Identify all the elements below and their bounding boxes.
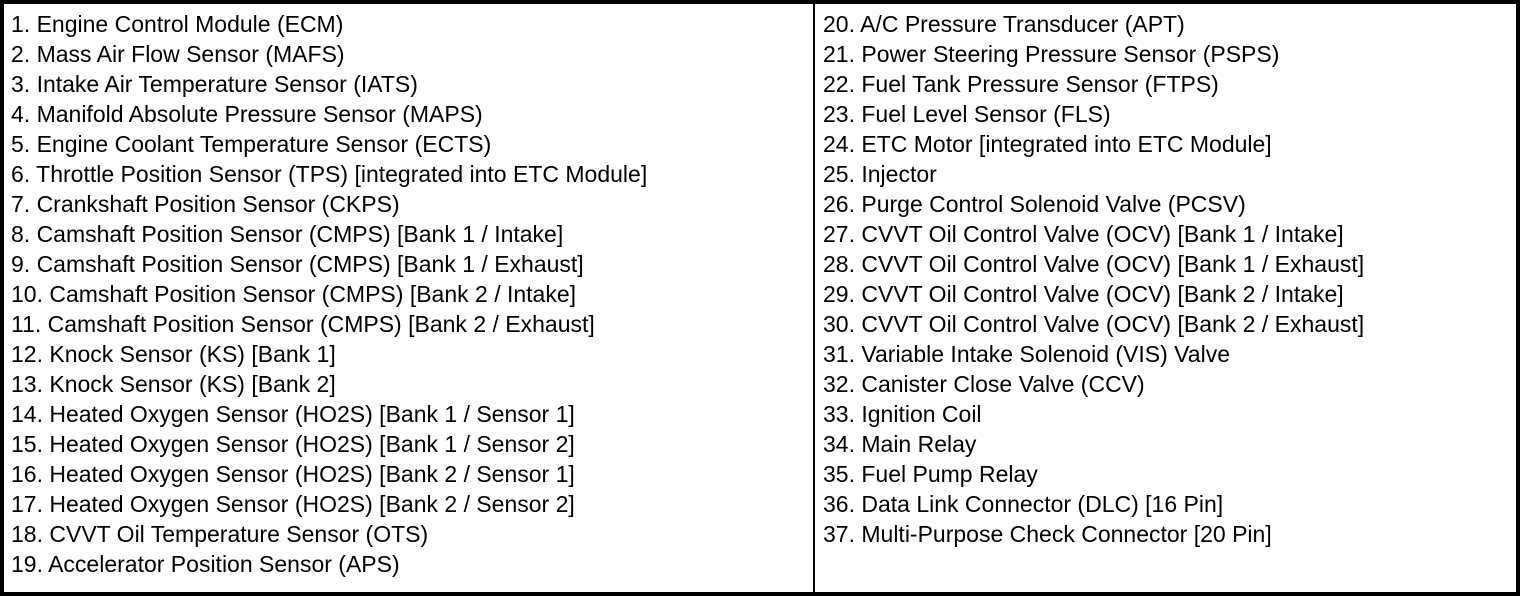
legend-item: 19. Accelerator Position Sensor (APS) <box>11 551 400 577</box>
legend-column-left <box>4 4 815 592</box>
legend-item: 9. Camshaft Position Sensor (CMPS) [Bank 1 / Exhaust] <box>11 251 584 277</box>
legend-item: 16. Heated Oxygen Sensor (HO2S) [Bank 2 / Sensor 1] <box>11 461 575 487</box>
legend-item: 17. Heated Oxygen Sensor (HO2S) [Bank 2 / Sensor 2] <box>11 491 575 517</box>
legend-list-right <box>823 9 1512 549</box>
legend-list-left <box>11 9 809 579</box>
legend-item: 4. Manifold Absolute Pressure Sensor (MAPS) <box>11 101 483 127</box>
legend-item: 1. Engine Control Module (ECM) <box>11 11 344 37</box>
legend-item: 10. Camshaft Position Sensor (CMPS) [Bank 2 / Intake] <box>11 281 577 307</box>
legend-item: 8. Camshaft Position Sensor (CMPS) [Bank 1 / Intake] <box>11 221 564 247</box>
legend-item: 32. Canister Close Valve (CCV) <box>823 371 1145 397</box>
legend-item: 2. Mass Air Flow Sensor (MAFS) <box>11 41 345 67</box>
legend-column-right <box>815 4 1516 592</box>
legend-item: 23. Fuel Level Sensor (FLS) <box>823 101 1111 127</box>
legend-item: 12. Knock Sensor (KS) [Bank 1] <box>11 341 336 367</box>
legend-item: 18. CVVT Oil Temperature Sensor (OTS) <box>11 521 429 547</box>
legend-item: 31. Variable Intake Solenoid (VIS) Valve <box>823 341 1230 367</box>
legend-item: 24. ETC Motor [integrated into ETC Module] <box>823 131 1272 157</box>
legend-item: 7. Crankshaft Position Sensor (CKPS) <box>11 191 400 217</box>
legend-item: 3. Intake Air Temperature Sensor (IATS) <box>11 71 418 97</box>
legend-item: 27. CVVT Oil Control Valve (OCV) [Bank 1 / Intake] <box>823 221 1344 247</box>
legend-item: 37. Multi-Purpose Check Connector [20 Pin] <box>823 521 1272 547</box>
legend-item: 33. Ignition Coil <box>823 401 982 427</box>
legend-item: 6. Throttle Position Sensor (TPS) [integrated into ETC Module] <box>11 161 648 187</box>
legend-item: 26. Purge Control Solenoid Valve (PCSV) <box>823 191 1246 217</box>
legend-item: 21. Power Steering Pressure Sensor (PSPS) <box>823 41 1280 67</box>
legend-item: 22. Fuel Tank Pressure Sensor (FTPS) <box>823 71 1219 97</box>
legend-item: 11. Camshaft Position Sensor (CMPS) [Bank 2 / Exhaust] <box>11 311 595 337</box>
legend-item: 15. Heated Oxygen Sensor (HO2S) [Bank 1 / Sensor 2] <box>11 431 575 457</box>
legend-item: 36. Data Link Connector (DLC) [16 Pin] <box>823 491 1224 517</box>
legend-item: 25. Injector <box>823 161 937 187</box>
legend-item: 28. CVVT Oil Control Valve (OCV) [Bank 1 / Exhaust] <box>823 251 1365 277</box>
legend-item: 35. Fuel Pump Relay <box>823 461 1038 487</box>
legend-item: 30. CVVT Oil Control Valve (OCV) [Bank 2 / Exhaust] <box>823 311 1365 337</box>
legend-item: 20. A/C Pressure Transducer (APT) <box>823 11 1185 37</box>
legend-item: 14. Heated Oxygen Sensor (HO2S) [Bank 1 / Sensor 1] <box>11 401 575 427</box>
legend-item: 29. CVVT Oil Control Valve (OCV) [Bank 2 / Intake] <box>823 281 1344 307</box>
legend-item: 13. Knock Sensor (KS) [Bank 2] <box>11 371 336 397</box>
legend-item: 5. Engine Coolant Temperature Sensor (ECTS) <box>11 131 492 157</box>
legend-item: 34. Main Relay <box>823 431 977 457</box>
